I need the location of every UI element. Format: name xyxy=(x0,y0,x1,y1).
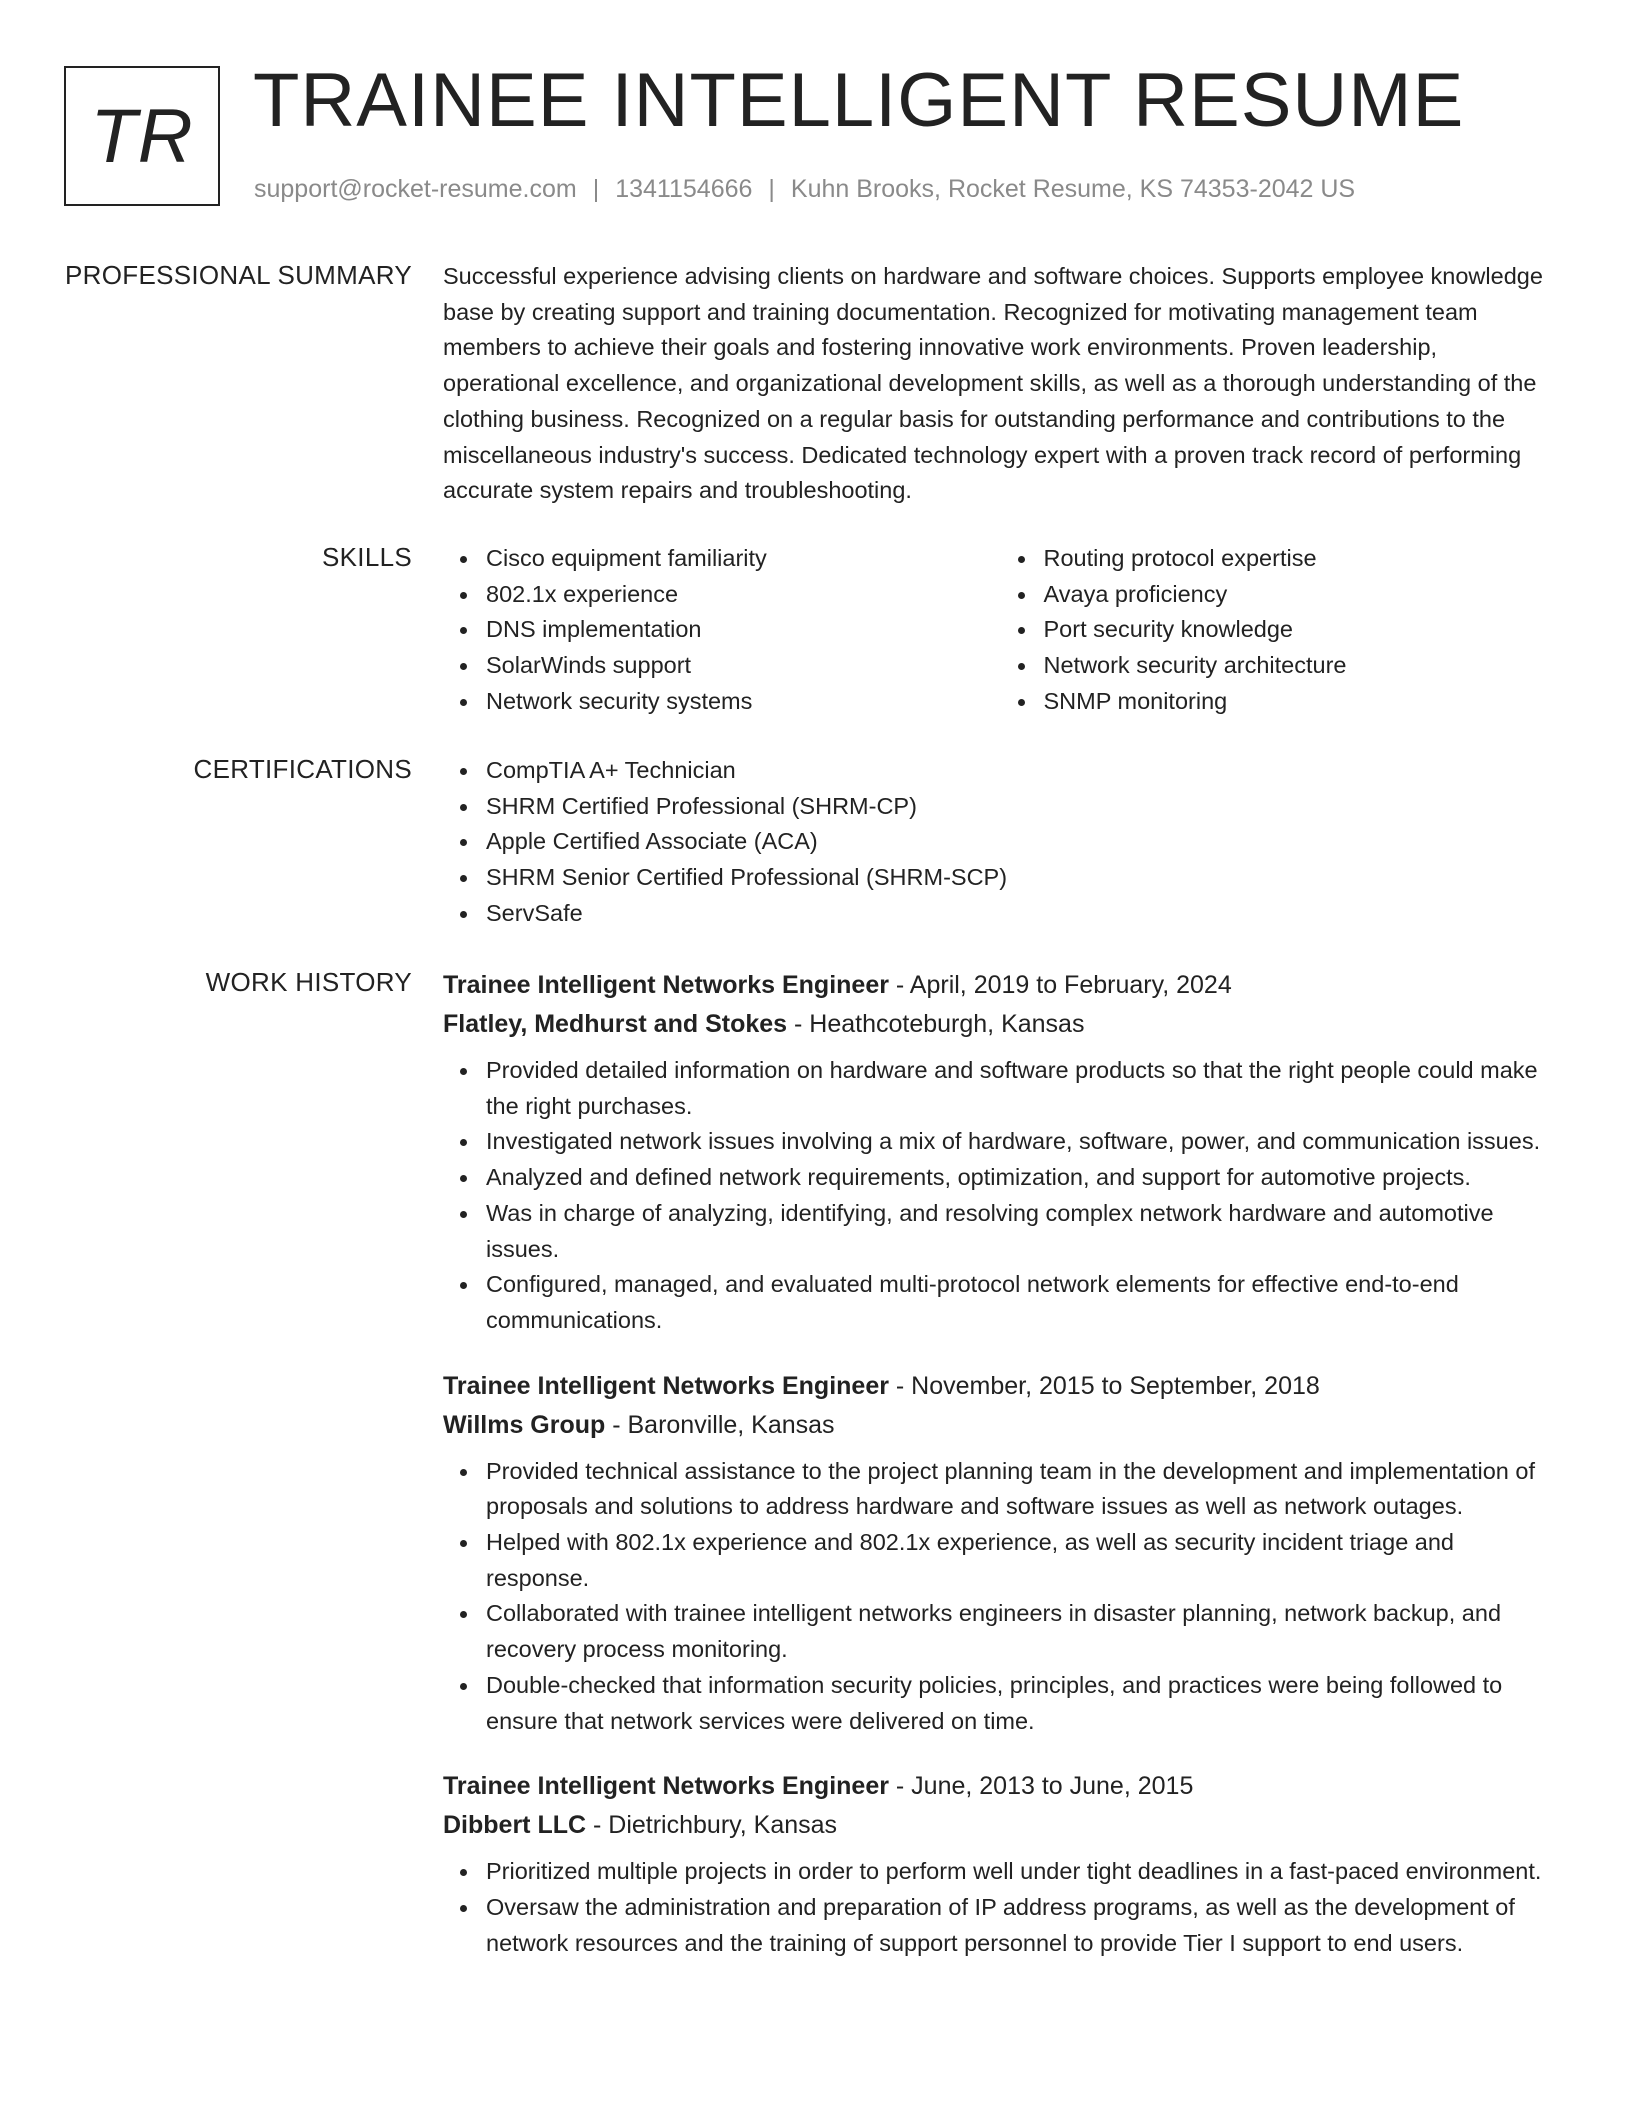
job-title-line xyxy=(443,1367,1558,1406)
job-dates: - April, 2019 to February, 2024 xyxy=(888,971,1232,999)
certification-item: ServSafe xyxy=(486,896,1558,932)
job-duty: Provided detailed information on hardware and software products so that the right people could make the right purchases. xyxy=(486,1053,1558,1124)
job-title-line xyxy=(443,1767,1558,1806)
skill-item: Routing protocol expertise xyxy=(1044,541,1559,577)
skills-heading: SKILLS xyxy=(322,542,412,572)
contact-address: Kuhn Brooks, Rocket Resume, KS 74353-2042 US xyxy=(790,175,1356,203)
job-entry xyxy=(443,1767,1558,1961)
skill-item: DNS implementation xyxy=(486,612,1001,648)
job-duty: Analyzed and defined network requirements, optimization, and support for automotive projects. xyxy=(486,1160,1558,1196)
job-duty: Investigated network issues involving a mix of hardware, software, power, and communication issues. xyxy=(486,1124,1558,1160)
job-duty: Prioritized multiple projects in order to perform well under tight deadlines in a fast-paced environment. xyxy=(486,1854,1558,1890)
skill-item: SNMP monitoring xyxy=(1044,684,1559,720)
summary-heading: PROFESSIONAL SUMMARY xyxy=(65,260,412,290)
certification-item: CompTIA A+ Technician xyxy=(486,753,1558,789)
skill-item: Port security knowledge xyxy=(1044,612,1559,648)
job-location: - Dietrichbury, Kansas xyxy=(586,1811,838,1840)
skill-item: Avaya proficiency xyxy=(1044,577,1559,613)
job-duty: Oversaw the administration and preparation of IP address programs, as well as the development of network resources and the training of support personnel to provide Tier I support to end users. xyxy=(486,1890,1558,1961)
certifications-heading: CERTIFICATIONS xyxy=(193,754,412,784)
work-history-heading: WORK HISTORY xyxy=(205,967,412,997)
skills-list-left xyxy=(443,541,1001,720)
skill-item: Network security architecture xyxy=(1044,648,1559,684)
skill-item: Network security systems xyxy=(486,684,1001,720)
job-title-line xyxy=(443,966,1558,1005)
skill-item: Cisco equipment familiarity xyxy=(486,541,1001,577)
job-company: Willms Group xyxy=(443,1410,606,1439)
job-company: Flatley, Medhurst and Stokes xyxy=(443,1010,788,1038)
certification-item: SHRM Senior Certified Professional (SHRM-SCP) xyxy=(486,860,1558,896)
skills-body xyxy=(443,541,1558,720)
resume-name: TRAINEE INTELLIGENT RESUME xyxy=(253,58,1465,143)
skill-item: 802.1x experience xyxy=(486,577,1001,613)
job-duty: Provided technical assistance to the project planning team in the development and implementation of proposals and solutions to address hardware and software issues as well as network outages. xyxy=(486,1454,1558,1525)
contact-separator: | xyxy=(768,175,775,203)
summary-body xyxy=(443,259,1558,509)
job-role: Trainee Intelligent Networks Engineer xyxy=(443,971,889,999)
skill-item: SolarWinds support xyxy=(486,648,1001,684)
skills-list-right xyxy=(1001,541,1559,720)
job-duty: Double-checked that information security policies, principles, and practices were being followed to ensure that network services were delivered on time. xyxy=(486,1668,1558,1739)
job-dates: - June, 2013 to June, 2015 xyxy=(888,1772,1194,1801)
monogram-badge: TR xyxy=(64,66,220,206)
contact-line xyxy=(254,173,1355,205)
job-duty: Collaborated with trainee intelligent networks engineers in disaster planning, network backup, and recovery process monitoring. xyxy=(486,1596,1558,1667)
job-duties-list xyxy=(443,1454,1558,1740)
job-company: Dibbert LLC xyxy=(443,1811,587,1840)
work-history-body xyxy=(443,966,1558,1989)
certifications-body xyxy=(443,753,1558,932)
job-dates: - November, 2015 to September, 2018 xyxy=(888,1371,1320,1400)
job-duty: Was in charge of analyzing, identifying, and resolving complex network hardware and automotive issues. xyxy=(486,1196,1558,1267)
job-location: - Heathcoteburgh, Kansas xyxy=(787,1010,1085,1038)
certification-item: Apple Certified Associate (ACA) xyxy=(486,824,1558,860)
job-duties-list xyxy=(443,1053,1558,1339)
job-duty: Configured, managed, and evaluated multi-protocol network elements for effective end-to-end communications. xyxy=(486,1267,1558,1338)
summary-text: Successful experience advising clients on hardware and software choices. Supports employee knowledge base by creating support and training documentation. Recognized for motivating management team members to achieve their goals and fostering innovative work environments. Proven leadership, operational excellence, and organizational development skills, as well as a thorough understanding of the clothing business. Recognized on a regular basis for outstanding performance and contributions to the miscellaneous industry's success. Dedicated technology expert with a proven track record of performing accurate system repairs and troubleshooting. xyxy=(443,263,1543,504)
contact-phone: 1341154666 xyxy=(615,175,753,203)
certification-item: SHRM Certified Professional (SHRM-CP) xyxy=(486,789,1558,825)
job-duty: Helped with 802.1x experience and 802.1x experience, as well as security incident triage and response. xyxy=(486,1525,1558,1596)
job-duties-list xyxy=(443,1854,1558,1961)
contact-email: support@rocket-resume.com xyxy=(254,175,577,203)
job-entry xyxy=(443,1367,1558,1740)
certifications-list xyxy=(443,753,1558,932)
job-role: Trainee Intelligent Networks Engineer xyxy=(443,1371,889,1400)
job-company-line xyxy=(443,1806,1558,1845)
contact-separator: | xyxy=(592,175,600,203)
job-company-line xyxy=(443,1406,1558,1445)
job-location: - Baronville, Kansas xyxy=(605,1410,835,1439)
job-entry xyxy=(443,966,1558,1339)
job-company-line xyxy=(443,1005,1558,1044)
job-role: Trainee Intelligent Networks Engineer xyxy=(443,1772,889,1801)
